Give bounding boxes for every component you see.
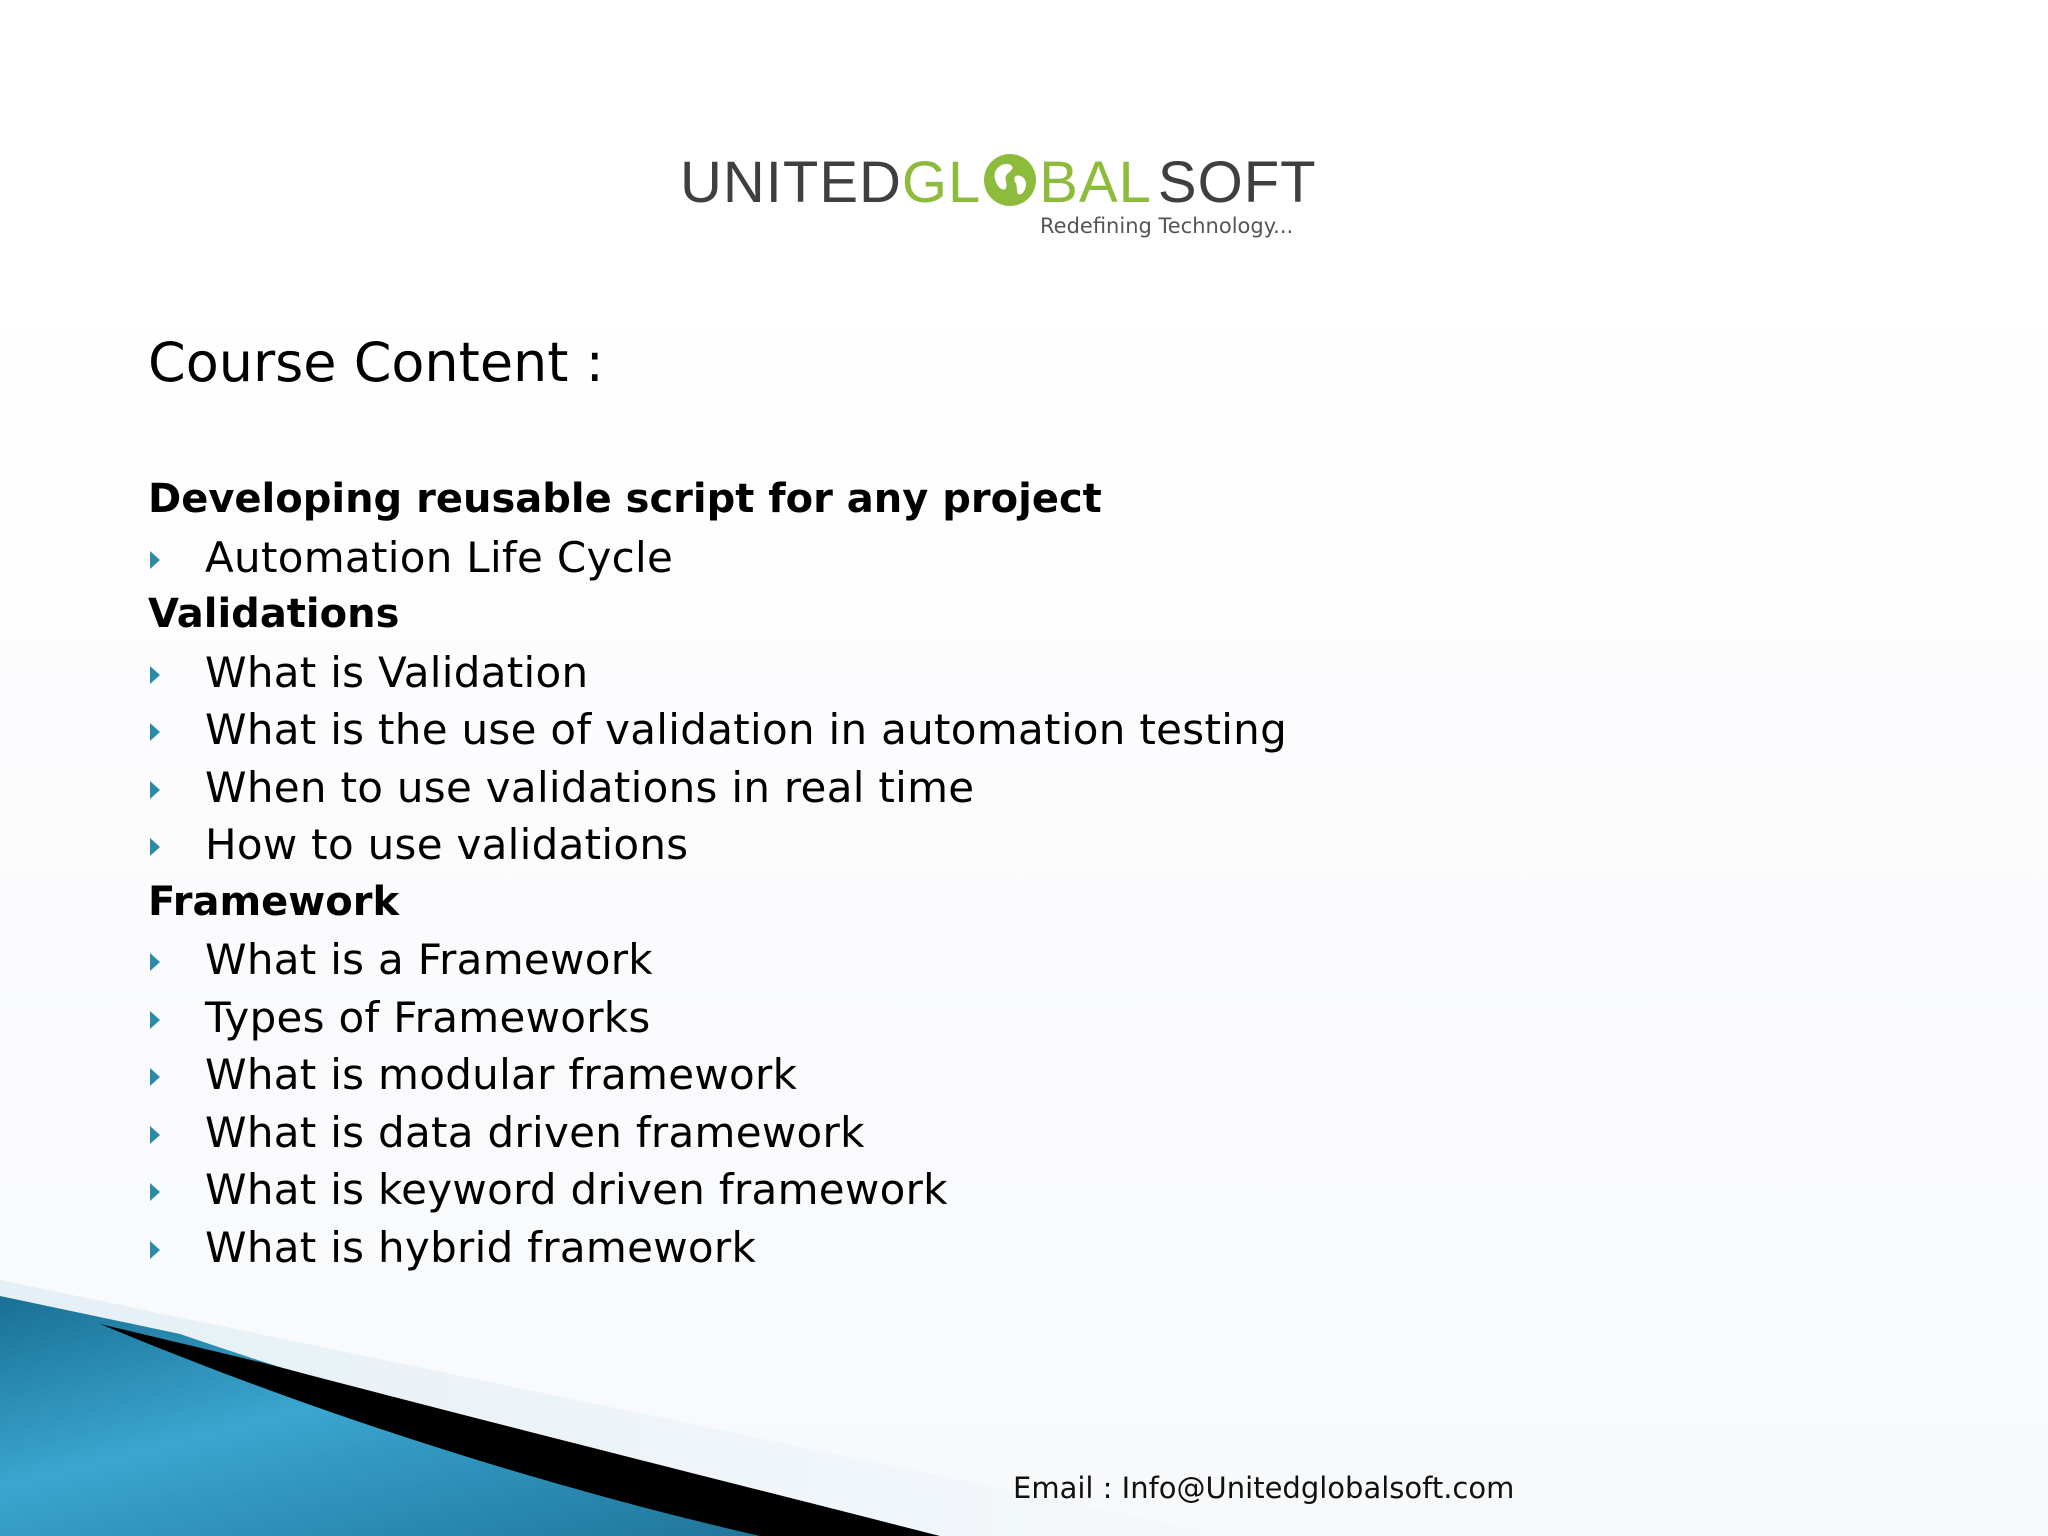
list-item-text: What is keyword driven framework — [205, 1165, 948, 1214]
list-item-text: What is a Framework — [205, 935, 653, 984]
logo-text-gl: GL — [901, 150, 982, 215]
triangle-bullet-icon — [150, 666, 160, 684]
list-item-text: How to use validations — [205, 820, 689, 869]
triangle-bullet-icon — [150, 1183, 160, 1201]
list-item — [148, 644, 1548, 702]
list-item — [148, 1219, 1548, 1277]
section-heading-validations: Validations — [148, 591, 400, 637]
section-heading-framework: Framework — [148, 878, 400, 925]
list-item — [148, 989, 1548, 1047]
list-item-text: Types of Frameworks — [205, 992, 651, 1042]
triangle-bullet-icon — [150, 1068, 160, 1086]
footer-email: Email : Info@Unitedglobalsoft.com — [1013, 1471, 1515, 1505]
course-content-list — [148, 471, 1548, 1276]
triangle-bullet-icon — [150, 1241, 160, 1259]
list-item-text: When to use validations in real time — [205, 762, 975, 812]
logo-text-soft: SOFT — [1157, 150, 1317, 215]
list-item-text: What is the use of validation in automation testing — [205, 705, 1288, 754]
triangle-bullet-icon — [150, 838, 160, 856]
list-item — [148, 759, 1548, 817]
list-item — [148, 931, 1548, 989]
section-heading-scripts: Developing reusable script for any project — [148, 476, 1102, 522]
triangle-bullet-icon — [150, 551, 160, 569]
triangle-bullet-icon — [150, 1011, 160, 1029]
logo-text-bal: BAL — [1039, 150, 1152, 215]
logo-text-united: UNITED — [680, 150, 902, 215]
list-item-text: What is modular framework — [205, 1050, 798, 1099]
triangle-bullet-icon — [150, 723, 160, 741]
triangle-bullet-icon — [150, 1126, 160, 1144]
list-item-text: What is data driven framework — [205, 1107, 865, 1157]
triangle-bullet-icon — [150, 953, 160, 971]
list-item — [148, 529, 1548, 587]
list-item — [148, 1104, 1548, 1162]
logo-tagline: Redefining Technology... — [1040, 214, 1294, 238]
list-item — [148, 816, 1548, 874]
list-item — [148, 1161, 1548, 1219]
company-logo — [680, 148, 1320, 248]
page-title: Course Content : — [148, 331, 604, 394]
triangle-bullet-icon — [150, 781, 160, 799]
logo-wordmark — [680, 148, 1317, 224]
list-item-text: What is hybrid framework — [205, 1222, 757, 1272]
list-item-text: Automation Life Cycle — [205, 532, 674, 582]
globe-icon — [982, 152, 1038, 224]
list-item — [148, 701, 1548, 759]
list-item-text: What is Validation — [205, 647, 589, 697]
list-item — [148, 1046, 1548, 1104]
